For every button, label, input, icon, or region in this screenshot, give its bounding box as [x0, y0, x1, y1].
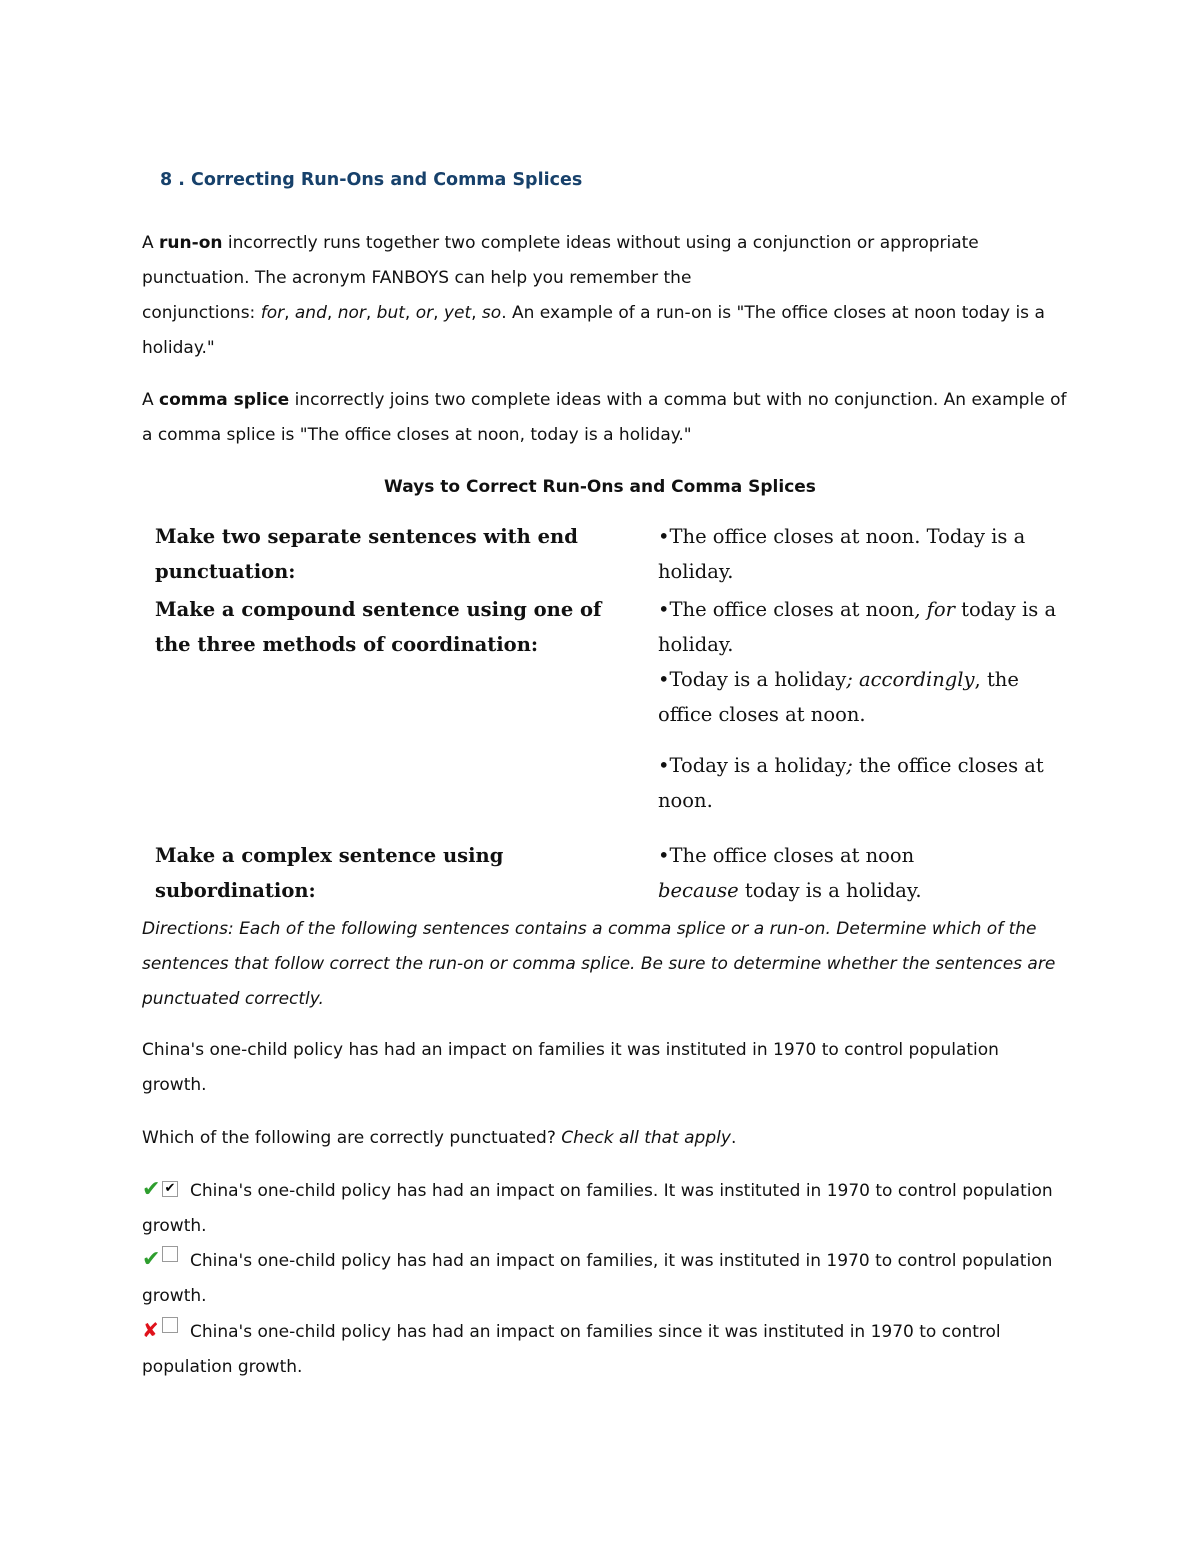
ex-text: today is a holiday. [658, 598, 1057, 656]
ex-conj: because [658, 879, 739, 902]
option-1 [142, 1172, 1067, 1244]
directions: Directions: Each of the following sentences contains a comma splice or a run-on. Determine which of the sentences that follow correct the run-on or comma splice. Be sure to determine whether the sentences are punctuated correctly. [142, 919, 1056, 1009]
comma-splice-definition [142, 383, 1067, 453]
conj-and: and [294, 303, 327, 323]
question-text: Which of the following are correctly punctuated? [142, 1128, 562, 1148]
row1-example: •The office closes at noon. Today is a holiday. [658, 525, 1026, 583]
row2-method: Make a compound sentence using one of the three methods of coordination: [155, 598, 602, 656]
term-comma-splice: comma splice [159, 390, 290, 410]
option-1-text: China's one-child policy has had an impact on families. It was instituted in 1970 to control population growth. [142, 1181, 1053, 1236]
ex-conj: , for [914, 598, 955, 621]
table-title: Ways to Correct Run-Ons and Comma Splices [384, 477, 816, 497]
ex-text: •The office closes at noon [658, 844, 915, 867]
text-a: A [142, 233, 160, 253]
conj-so: so [481, 303, 502, 323]
conj-nor: nor [337, 303, 366, 323]
prompt-sentence: China's one-child policy has had an impact on families it was instituted in 1970 to control population growth. [142, 1040, 999, 1095]
conj-but: but [376, 303, 405, 323]
question [142, 1121, 1067, 1156]
comma-splice-text: incorrectly joins two complete ideas with a comma but with no conjunction. An example of a comma splice is "The office closes at noon, today is a holiday." [142, 390, 1067, 445]
ex-text: today is a holiday. [738, 879, 922, 902]
row3-example [658, 838, 968, 908]
option-2-checkbox[interactable] [162, 1246, 178, 1262]
ex-text: •The office closes at noon [658, 598, 915, 621]
row2-example-3 [658, 748, 1058, 818]
ex-text: , the office closes at noon. [658, 668, 1019, 726]
question-hint: Check all that apply [561, 1128, 731, 1148]
text-a: A [142, 390, 160, 410]
question-end: . [730, 1128, 737, 1148]
row1-method: Make two separate sentences with end punctuation: [155, 525, 578, 583]
row2-example-1 [658, 592, 1058, 662]
conjunctions-label: conjunctions: [142, 303, 261, 323]
conj-or: or [415, 303, 434, 323]
run-on-example: . An example of a run-on is "The office closes at noon today is a holiday." [142, 303, 1045, 358]
ex-text: the office closes at noon. [658, 754, 1044, 812]
run-on-definition: A run-on incorrectly runs together two complete ideas without using a conjunction or appropriate punctuation. The acronym FANBOYS can help you remember the conjunctions: for, and, nor, but, or, yet, so. An example of a run-on is "The office closes at noon today is a holiday." [142, 233, 1045, 358]
option-1-checkbox[interactable]: ✔ [162, 1181, 178, 1197]
ex-conj: ; accordingly [846, 668, 975, 691]
option-3 [142, 1313, 1067, 1385]
option-3-checkbox[interactable] [162, 1317, 178, 1333]
row2-example-2 [658, 662, 1058, 732]
run-on-text: incorrectly runs together two complete ideas without using a conjunction or appropriate punctuation. The acronym FANBOYS can help you remember the [142, 233, 979, 288]
option-3-text: China's one-child policy has had an impact on families since it was instituted in 1970 to control population growth. [142, 1322, 1001, 1377]
ex-conj: ; [846, 754, 853, 777]
correct-check-icon: ✔ [142, 1247, 161, 1272]
row3-method: Make a complex sentence using subordination: [155, 844, 504, 902]
conj-yet: yet [443, 303, 472, 323]
option-2 [142, 1242, 1067, 1314]
ex-text: •Today is a holiday [658, 754, 847, 777]
conj-for: for [260, 303, 285, 323]
ex-text: •Today is a holiday [658, 668, 847, 691]
correct-check-icon: ✔ [142, 1177, 161, 1202]
incorrect-x-icon: ✘ [142, 1318, 159, 1342]
section-heading: 8 . Correcting Run-Ons and Comma Splices [160, 170, 583, 190]
term-run-on: run-on [159, 233, 223, 253]
option-2-text: China's one-child policy has had an impact on families, it was instituted in 1970 to control population growth. [142, 1251, 1053, 1306]
